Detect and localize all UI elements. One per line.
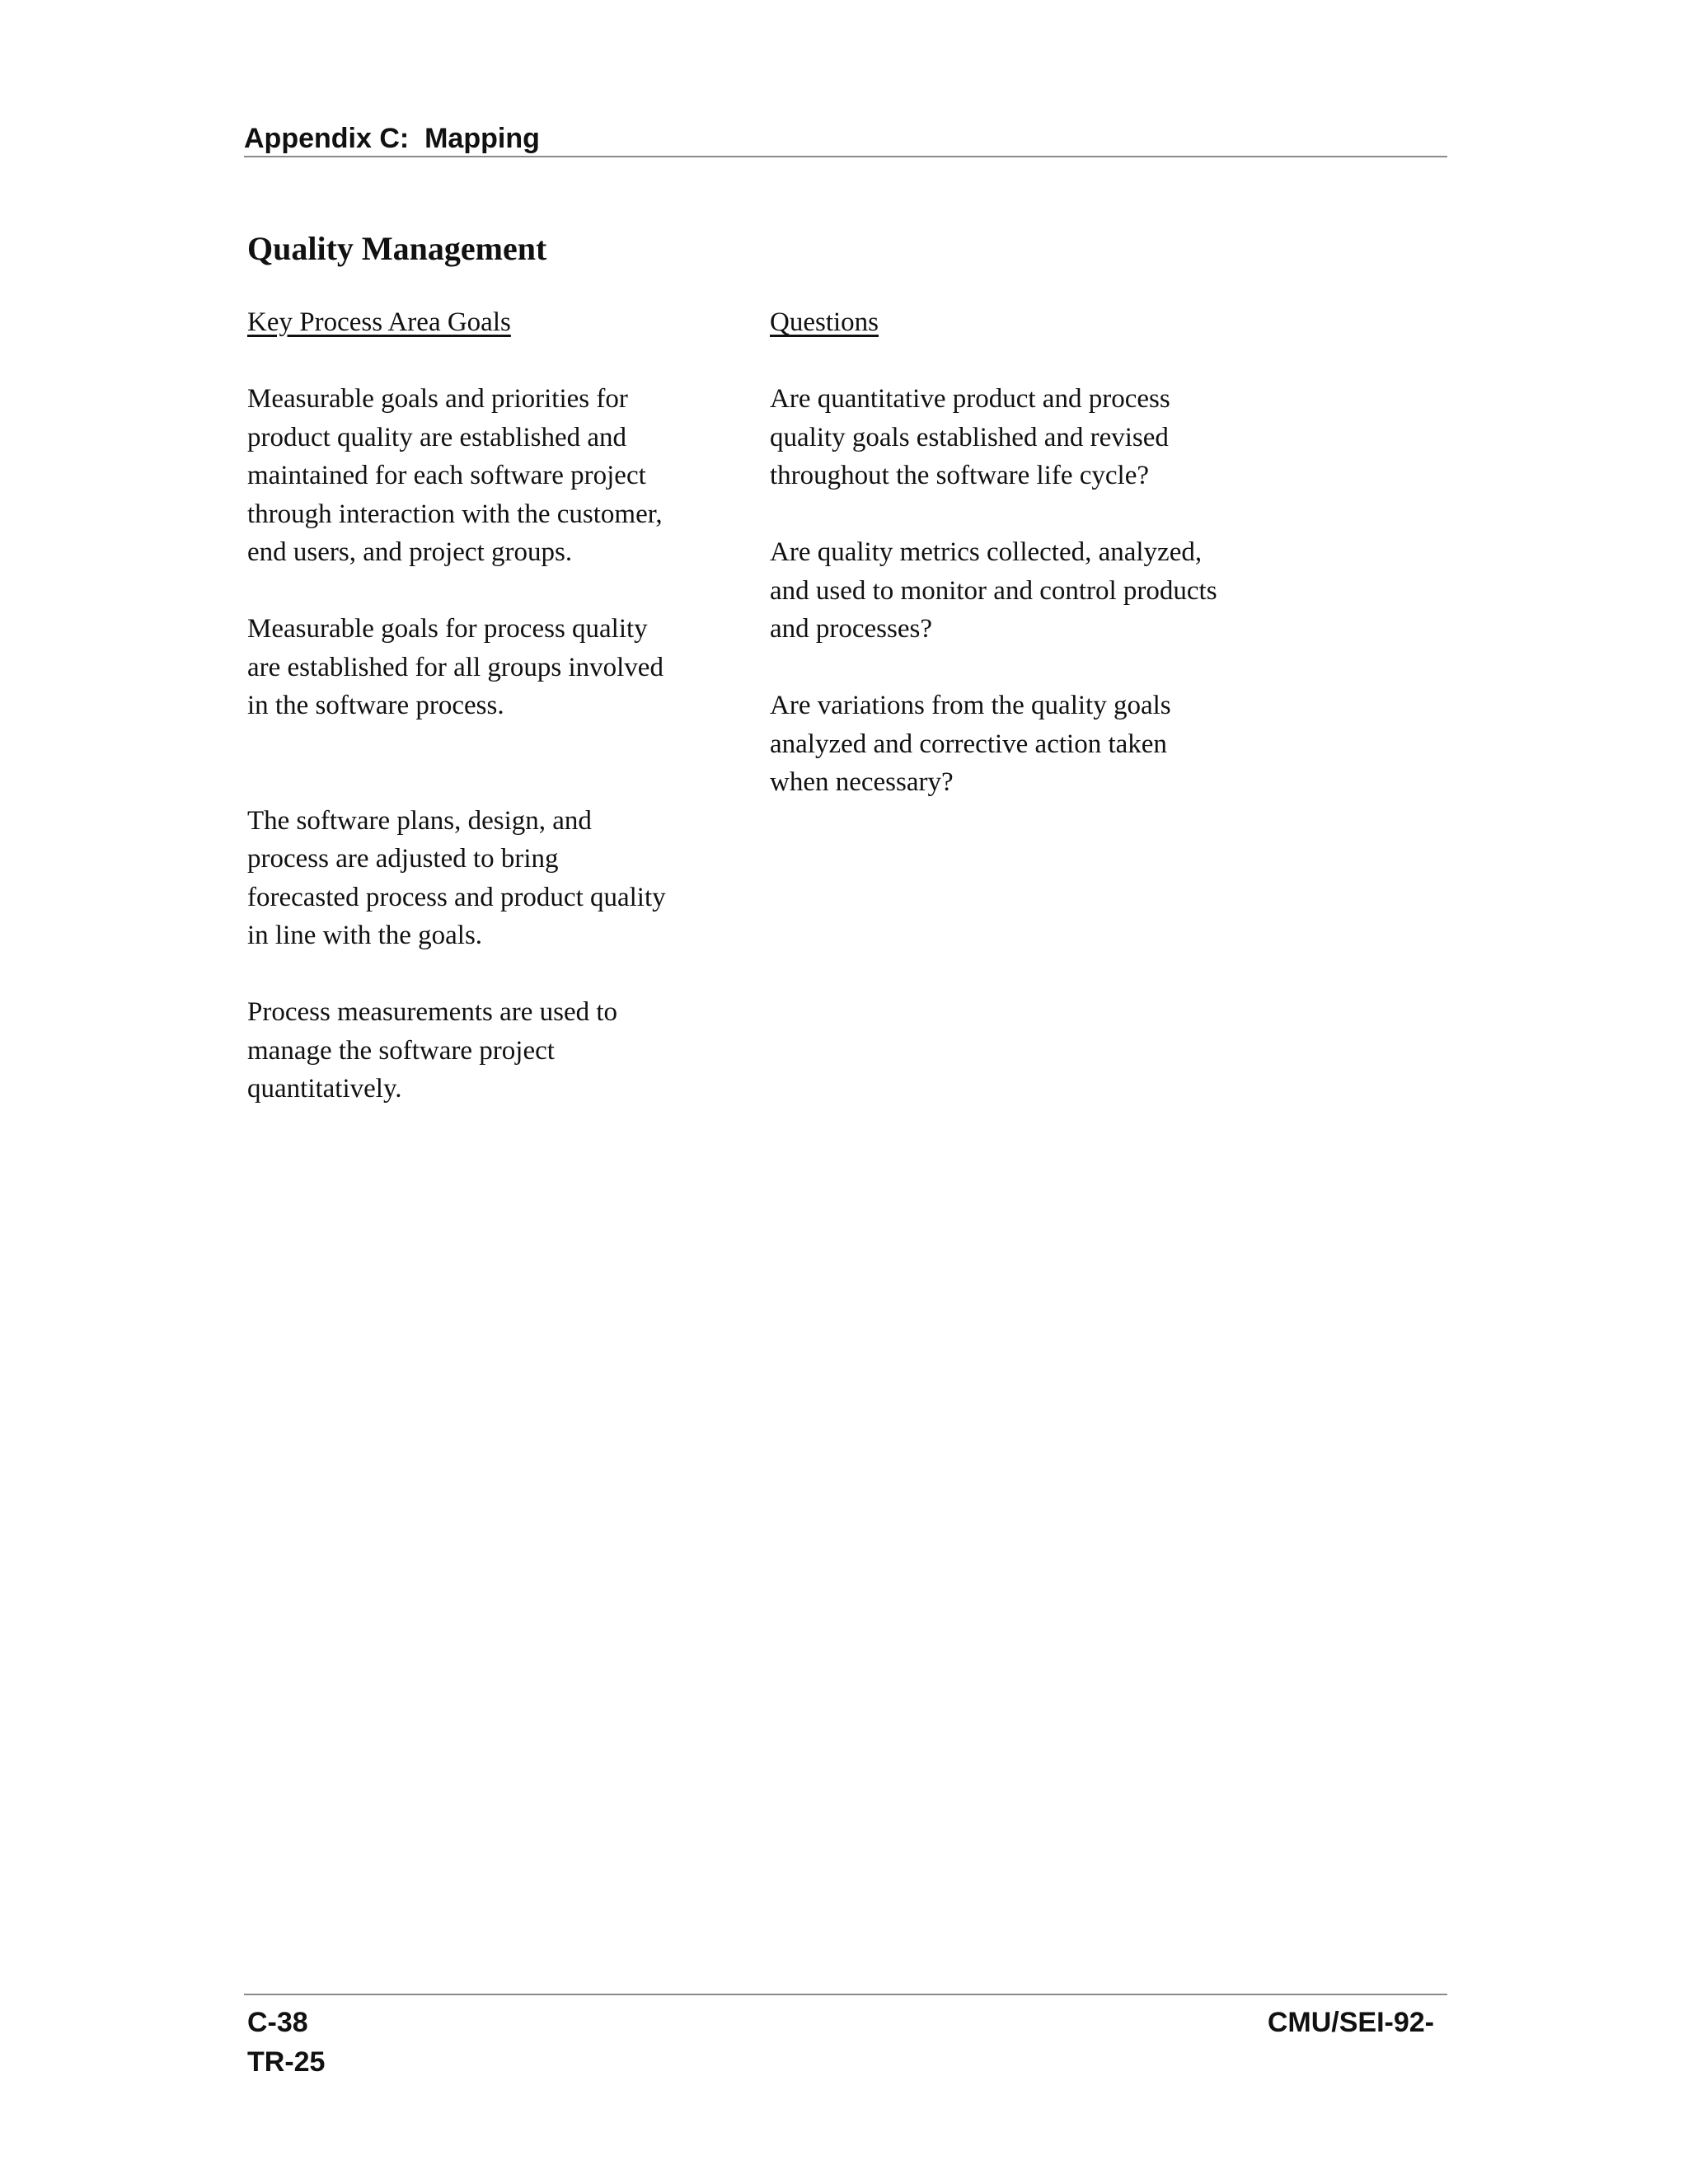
footer-rule [244,1994,1447,1995]
header-rule [244,156,1447,157]
goal-item: Measurable goals for process quality are established for all groups involved in the software process. [247,614,663,720]
goal-item: Process measurements are used to manage the software project quantitatively. [247,997,618,1104]
question-item: Are quality metrics collected, analyzed, and used to monitor and control products and processes? [770,537,1217,644]
page-number: C-38 [247,2007,308,2038]
questions-column-heading: Questions [770,307,879,337]
footer-report-id: CMU/SEI-92- [1267,2007,1434,2038]
page-number-continued: TR-25 [247,2046,326,2078]
goal-item: The software plans, design, and process are adjusted to bring forecasted process and product quality in line with the goals. [247,805,666,950]
footer-page-number [247,2003,325,2082]
page-title: Quality Management [247,230,547,267]
goal-item: Measurable goals and priorities for product quality are established and maintained for each software project through interaction with the customer, end users, and project groups. [247,384,663,567]
question-item: Are quantitative product and process quality goals established and revised throughout the software life cycle? [770,384,1170,490]
goals-column [247,303,676,1146]
goals-column-heading: Key Process Area Goals [247,307,511,337]
questions-column [770,303,1231,840]
running-header: Appendix C: Mapping [244,123,540,154]
question-item: Are variations from the quality goals analyzed and corrective action taken when necessary? [770,691,1171,797]
